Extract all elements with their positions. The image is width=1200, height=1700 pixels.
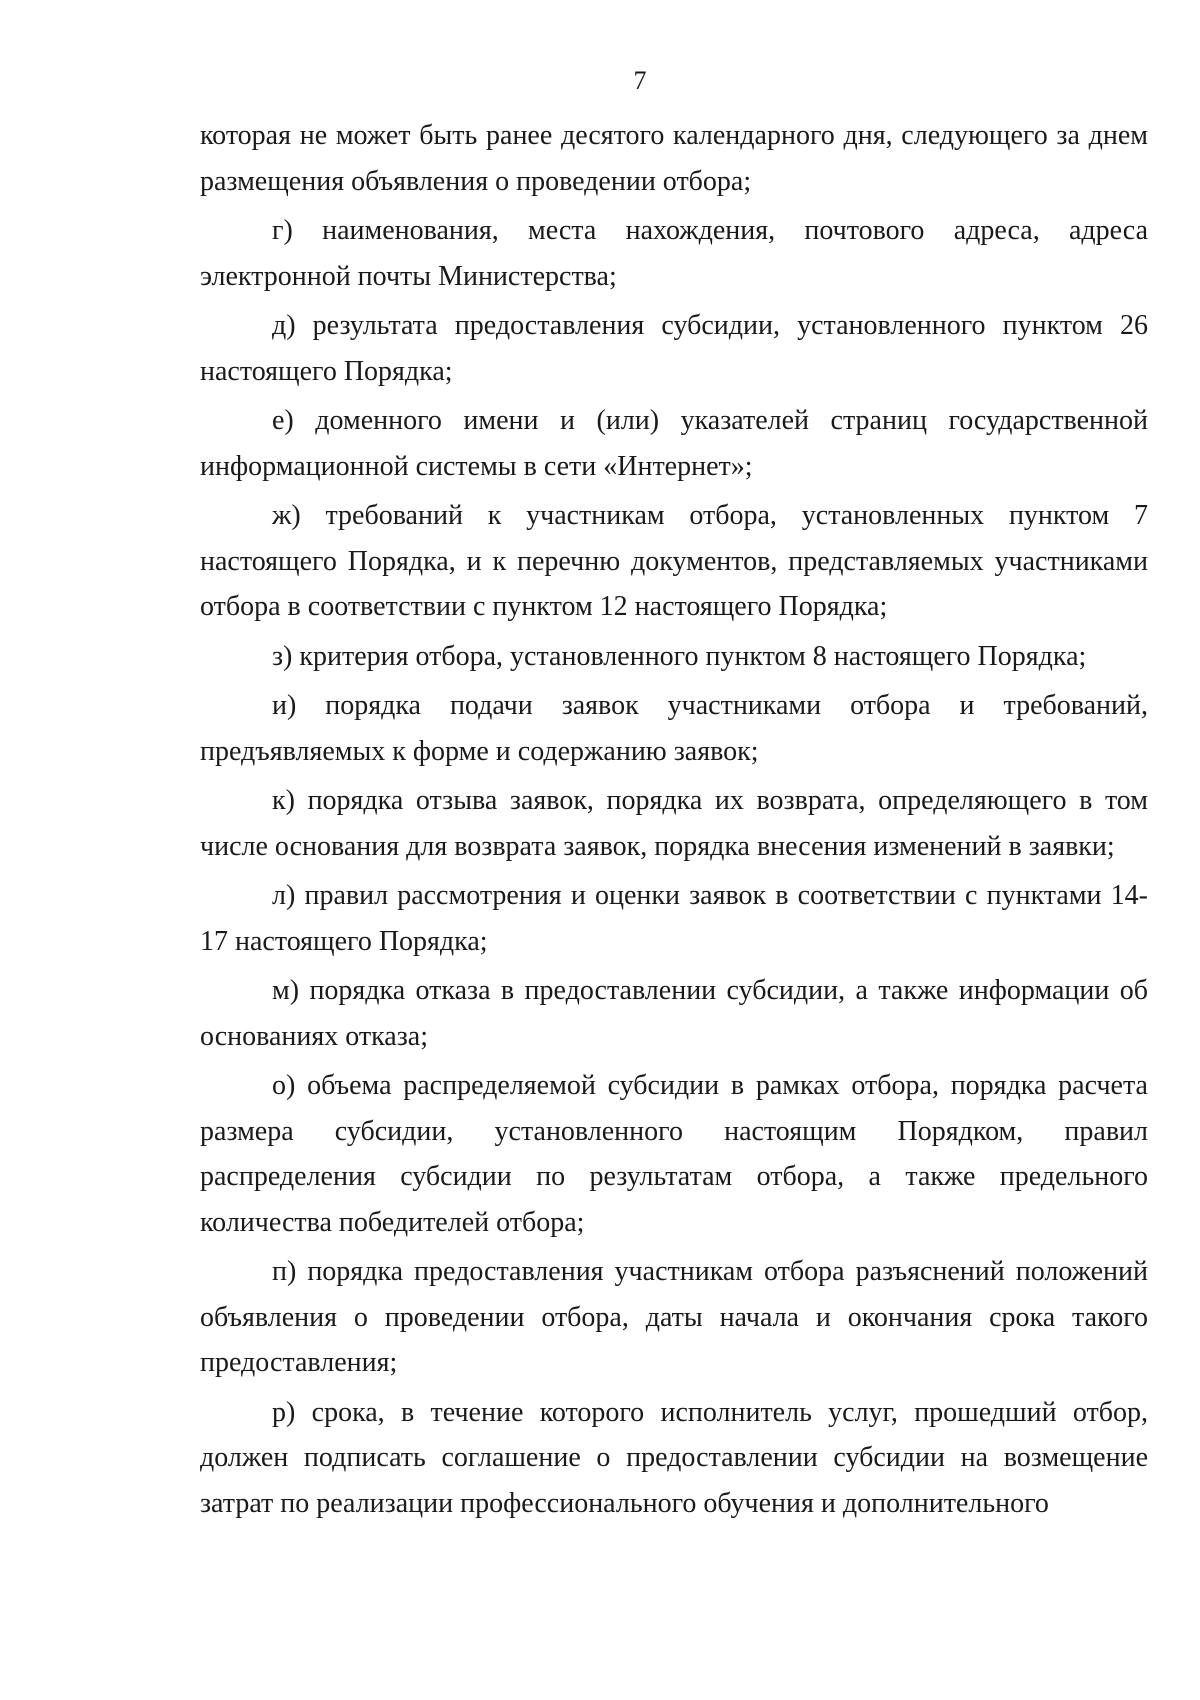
paragraph-item-i: и) порядка подачи заявок участниками отбора и требований, предъявляемых к форме и содержанию заявок; [200,690,1148,767]
paragraph-continuation: которая не может быть ранее десятого календарного дня, следующего за днем размещения объявления о проведении отбора; [200,120,1148,197]
paragraph-item-l: л) правил рассмотрения и оценки заявок в соответствии с пунктами 14-17 настоящего Порядка; [200,880,1148,957]
paragraph-item-e: е) доменного имени и (или) указателей страниц государственной информационной системы в сети «Интернет»; [200,405,1148,482]
document-body [200,113,1148,1526]
paragraph-item-p: п) порядка предоставления участникам отбора разъяснений положений объявления о проведении отбора, даты начала и окончания срока такого предоставления; [200,1256,1148,1378]
page-number: 7 [633,66,647,95]
paragraph-item-o: о) объема распределяемой субсидии в рамках отбора, порядка расчета размера субсидии, установленного настоящим Порядком, правил распределения субсидии по результатам отбора, а также предельного количества победителей отбора; [200,1070,1148,1238]
paragraph-item-z: з) критерия отбора, установленного пунктом 8 настоящего Порядка; [272,640,1087,672]
paragraph-item-d: д) результата предоставления субсидии, установленного пунктом 26 настоящего Порядка; [200,310,1148,387]
paragraph-item-m: м) порядка отказа в предоставлении субсидии, а также информации об основаниях отказа; [200,975,1148,1052]
paragraph-item-g: г) наименования, места нахождения, почтового адреса, адреса электронной почты Министерства; [200,215,1148,292]
paragraph-item-zh: ж) требований к участникам отбора, установленных пунктом 7 настоящего Порядка, и к перечню документов, представляемых участниками отбора в соответствии с пунктом 12 настоящего Порядка; [200,500,1148,622]
paragraph-item-r: р) срока, в течение которого исполнитель услуг, прошедший отбор, должен подписать соглашение о предоставлении субсидии на возмещение затрат по реализации профессионального обучения и дополнительного [200,1396,1148,1519]
paragraph-item-k: к) порядка отзыва заявок, порядка их возврата, определяющего в том числе основания для возврата заявок, порядка внесения изменений в заявки; [200,785,1148,862]
